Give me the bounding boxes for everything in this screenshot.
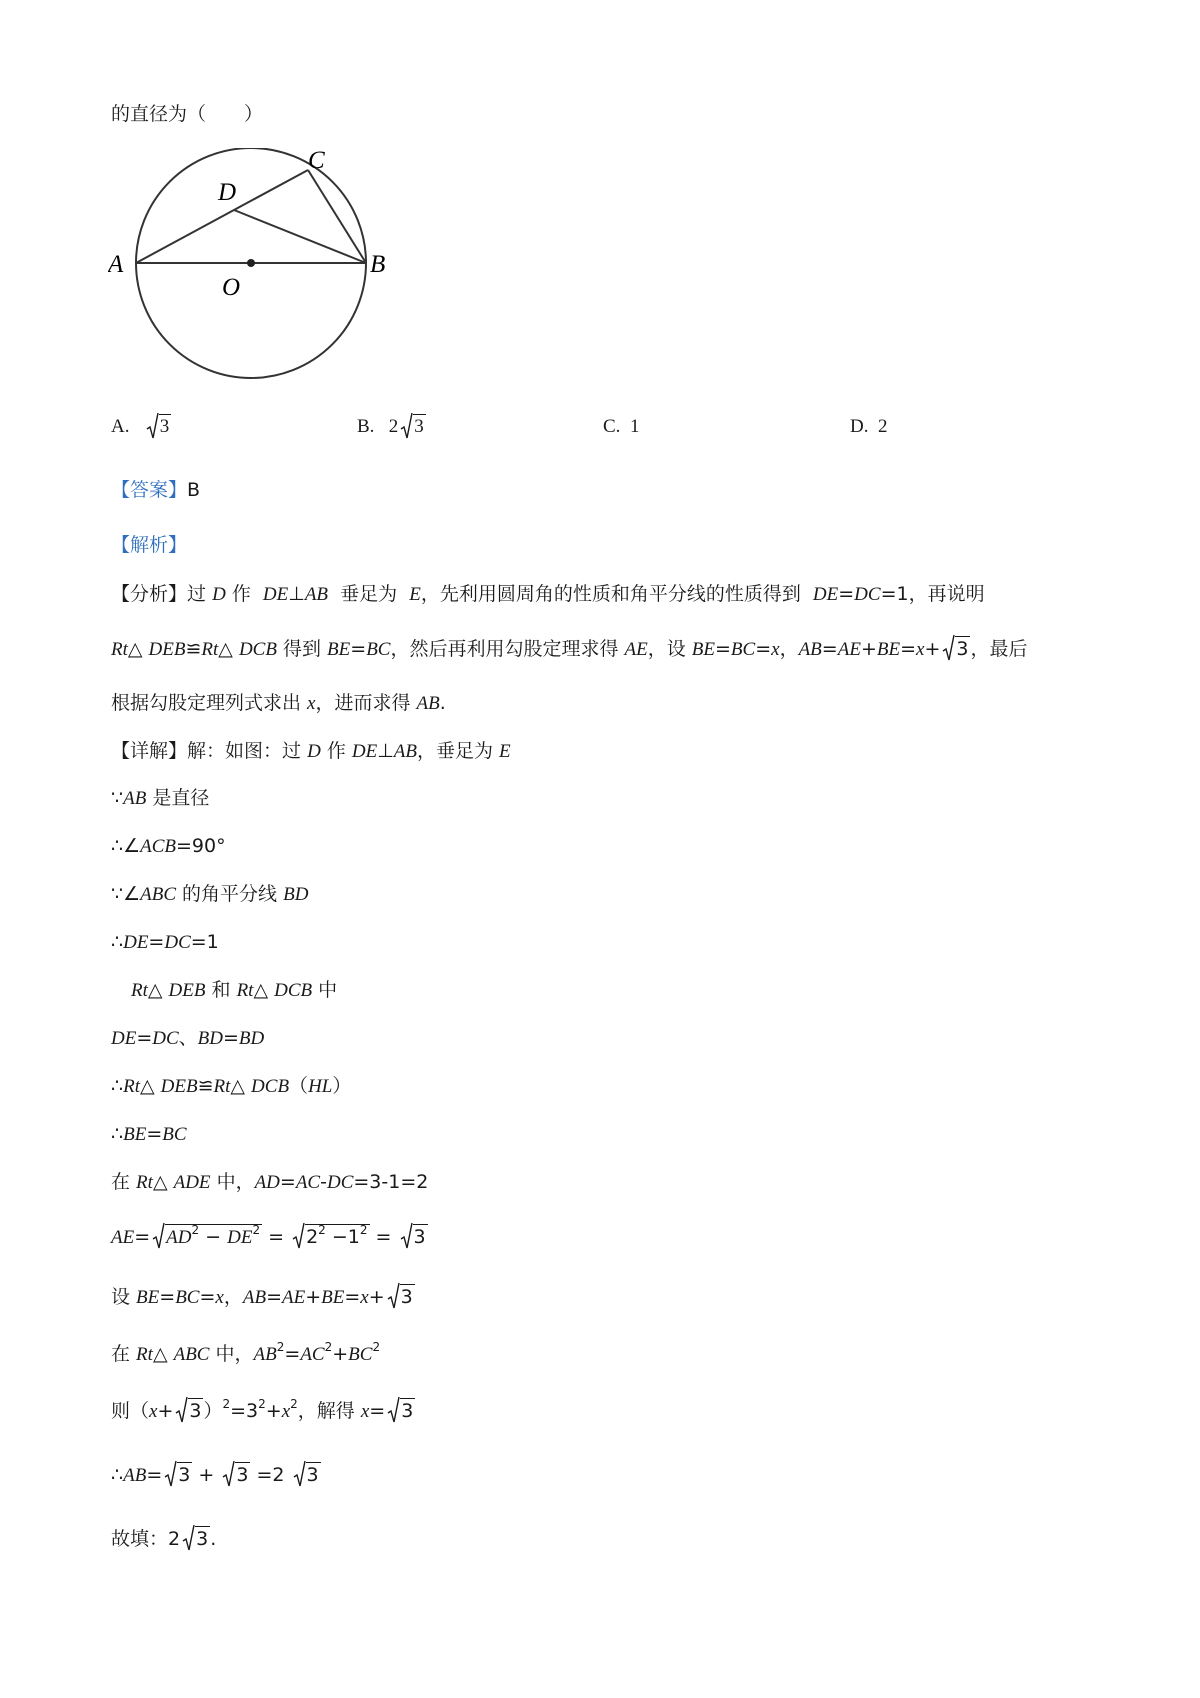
- answer-line: [111, 476, 200, 503]
- question-tail: 的直径为（ ）: [111, 103, 264, 125]
- option-a-value: 3: [146, 414, 172, 439]
- option-d: [850, 414, 887, 440]
- option-c-value: 1: [629, 416, 640, 437]
- answer-value: B: [187, 479, 201, 501]
- option-b: B. 2 3: [357, 414, 426, 440]
- option-c: [603, 414, 639, 440]
- center-point: [247, 259, 255, 267]
- step-10: AE= $AD^2 - DE^2$ = $2^2 -1^2$ = 3: [111, 1223, 426, 1248]
- label-o: O: [222, 274, 241, 301]
- step-4: ∴DE=DC=1: [111, 931, 219, 953]
- option-a: [111, 414, 171, 440]
- step-13: 则（x+ 3 ）$^2=3^2+x^2$，解得 x= 3: [111, 1397, 414, 1422]
- fenxi-line-2: Rt△ DEB≌Rt△ DCB 得到 BE=BC，然后再利用勾股定理求得 AE，设 BE=BC=x，AB=AE+BE=x+ 3 ，最后: [111, 636, 1027, 663]
- step-7: ∴Rt△ DEB≌Rt△ DCB（HL）: [111, 1075, 352, 1097]
- analysis-tag: 【解析】: [111, 534, 188, 556]
- label-b: B: [370, 251, 386, 278]
- label-d: D: [218, 179, 237, 206]
- option-b-letter: B.: [357, 416, 375, 437]
- segment-db: [234, 210, 366, 263]
- step-15: 故填：2 3 .: [111, 1526, 216, 1552]
- segment-cb: [308, 170, 366, 263]
- step-1: ∵AB 是直径: [111, 787, 210, 809]
- xiangjie-tag: 【详解】: [111, 740, 188, 762]
- option-b-value: 3: [400, 414, 426, 439]
- step-8: ∴BE=BC: [111, 1123, 187, 1145]
- fenxi-line-3: 根据勾股定理列式求出 x，进而求得 AB.: [111, 692, 446, 714]
- step-12: 在 Rt△ ABC 中，$AB^2=AC^2+BC^2$: [111, 1340, 381, 1365]
- fenxi-line-1: 【分析】过 D 作 DE⊥AB 垂足为 E，先利用圆周角的性质和角平分线的性质得到 DE=DC=1，再说明: [111, 583, 985, 605]
- fenxi-tag: 【分析】: [111, 583, 188, 605]
- step-2: ∴∠ACB=90°: [111, 835, 226, 857]
- label-c: C: [308, 148, 325, 174]
- analysis-heading: [111, 531, 187, 558]
- step-5: Rt△ DEB 和 Rt△ DCB 中: [131, 979, 338, 1001]
- step-11: 设 BE=BC=x，AB=AE+BE=x+ 3: [111, 1284, 415, 1311]
- step-14: ∴AB= 3 + 3 =2 3: [111, 1462, 321, 1489]
- option-c-letter: C.: [603, 416, 621, 437]
- option-d-letter: D.: [850, 416, 869, 437]
- circle-diagram: [108, 148, 398, 398]
- option-d-value: 2: [877, 416, 888, 437]
- step-3: ∵∠ABC 的角平分线 BD: [111, 883, 309, 905]
- answer-tag: 【答案】: [111, 479, 188, 501]
- step-9: 在 Rt△ ADE 中，AD=AC-DC=3-1=2: [111, 1171, 429, 1193]
- xiangjie-line: 【详解】解：如图：过 D 作 DE⊥AB，垂足为 E: [111, 740, 511, 762]
- option-a-letter: A.: [111, 416, 130, 437]
- step-6: DE=DC、BD=BD: [111, 1027, 265, 1049]
- label-a: A: [108, 251, 124, 278]
